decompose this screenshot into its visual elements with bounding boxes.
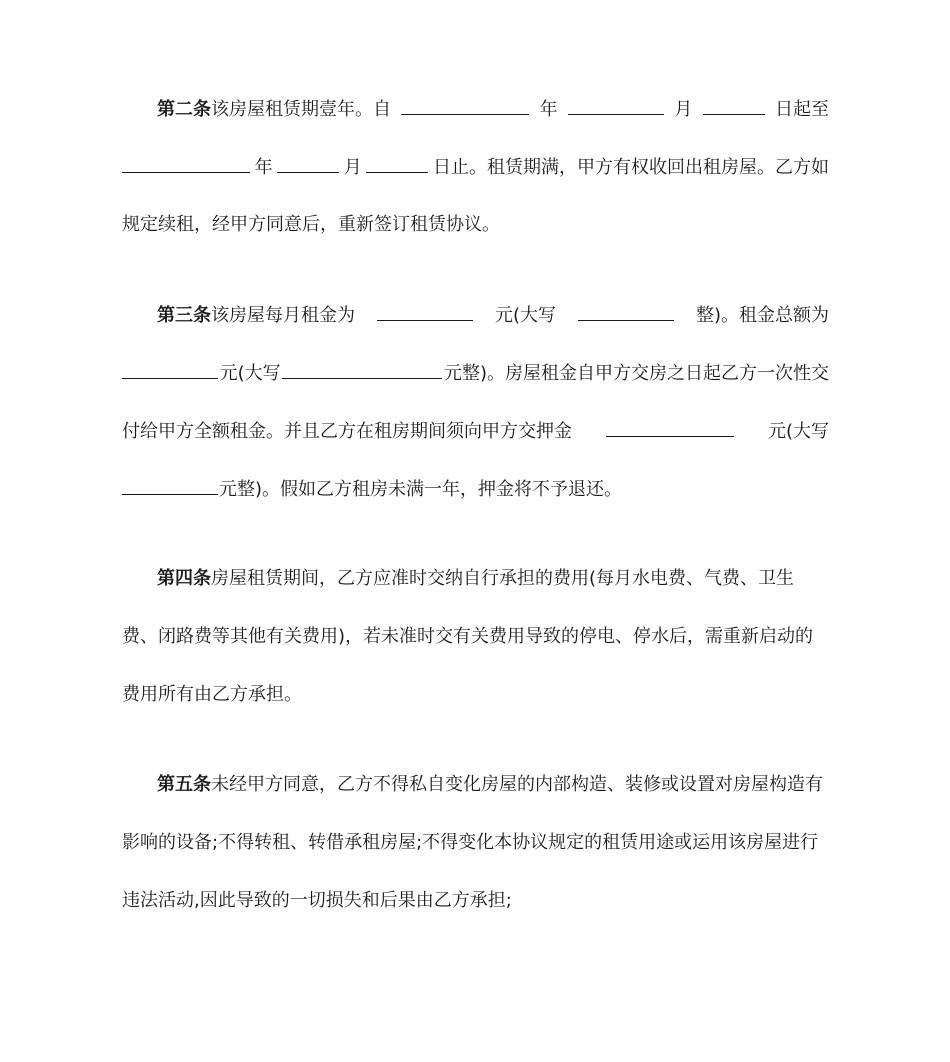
blank-monthly-rent-capital: [578, 302, 674, 321]
text-segment: 该房屋租赁期壹年。自: [211, 99, 391, 120]
article-3-line-4: [122, 476, 829, 503]
text-segment: 月: [674, 99, 693, 120]
article-2-line-3: [122, 212, 829, 238]
blank-total-rent-capital: [282, 360, 442, 379]
text-segment: 付给甲方全额租金。并且乙方在租房期间须向甲方交押金: [122, 421, 572, 442]
blank-monthly-rent: [377, 302, 473, 321]
blank-end-day: [366, 154, 428, 173]
article-5-line-2: [122, 830, 829, 856]
article-4-number: 第四条: [157, 568, 211, 589]
blank-total-rent: [122, 360, 218, 379]
blank-deposit-capital: [122, 476, 218, 495]
text-segment: 年: [539, 99, 558, 120]
text-segment: 元整)。房屋租金自甲方交房之日起乙方一次性交: [443, 363, 829, 384]
text-segment: 整)。租金总额为: [695, 305, 829, 326]
text-segment: 元(大写: [219, 363, 281, 384]
text-segment: 违法活动,因此导致的一切损失和后果由乙方承担;: [122, 890, 512, 911]
blank-deposit: [606, 418, 734, 437]
text-segment: 日起至: [774, 99, 829, 120]
text-segment: 影响的设备;不得转租、转借承租房屋;不得变化本协议规定的租赁用途或运用该房屋进行: [122, 832, 819, 853]
text-segment: 元整)。假如乙方租房未满一年，押金将不予退还。: [219, 479, 623, 500]
blank-start-year: [401, 96, 529, 115]
text-segment: 元(大写: [767, 421, 829, 442]
article-2-line-2: [122, 154, 829, 181]
article-3-line-2: [122, 360, 829, 387]
text-segment: 该房屋每月租金为: [211, 305, 355, 326]
text-segment: 月: [343, 157, 362, 178]
blank-end-year: [122, 154, 250, 173]
article-5-number: 第五条: [157, 774, 211, 795]
article-5-line-1: [157, 772, 829, 798]
article-3-line-1: [157, 302, 829, 329]
text-segment: 未经甲方同意，乙方不得私自变化房屋的内部构造、装修或设置对房屋构造有: [211, 774, 823, 795]
blank-start-day: [703, 96, 765, 115]
article-5-line-3: [122, 888, 829, 914]
text-segment: 年: [254, 157, 273, 178]
article-2-number: 第二条: [157, 99, 211, 120]
text-segment: 费、闭路费等其他有关费用)，若未准时交有关费用导致的停电、停水后，需重新启动的: [122, 626, 814, 647]
article-4-line-3: [122, 682, 829, 708]
article-3-line-3: [122, 418, 829, 445]
text-segment: 日止。租赁期满，甲方有权收回出租房屋。乙方如: [432, 157, 829, 178]
text-segment: 规定续租，经甲方同意后，重新签订租赁协议。: [122, 214, 500, 235]
article-4-line-2: [122, 624, 829, 650]
article-2-line-1: [157, 96, 829, 123]
text-segment: 费用所有由乙方承担。: [122, 684, 302, 705]
article-4-line-1: [157, 566, 829, 592]
article-3-number: 第三条: [157, 305, 211, 326]
text-segment: 元(大写: [494, 305, 556, 326]
blank-end-month: [277, 154, 339, 173]
text-segment: 房屋租赁期间，乙方应准时交纳自行承担的费用(每月水电费、气费、卫生: [211, 568, 795, 589]
blank-start-month: [568, 96, 664, 115]
